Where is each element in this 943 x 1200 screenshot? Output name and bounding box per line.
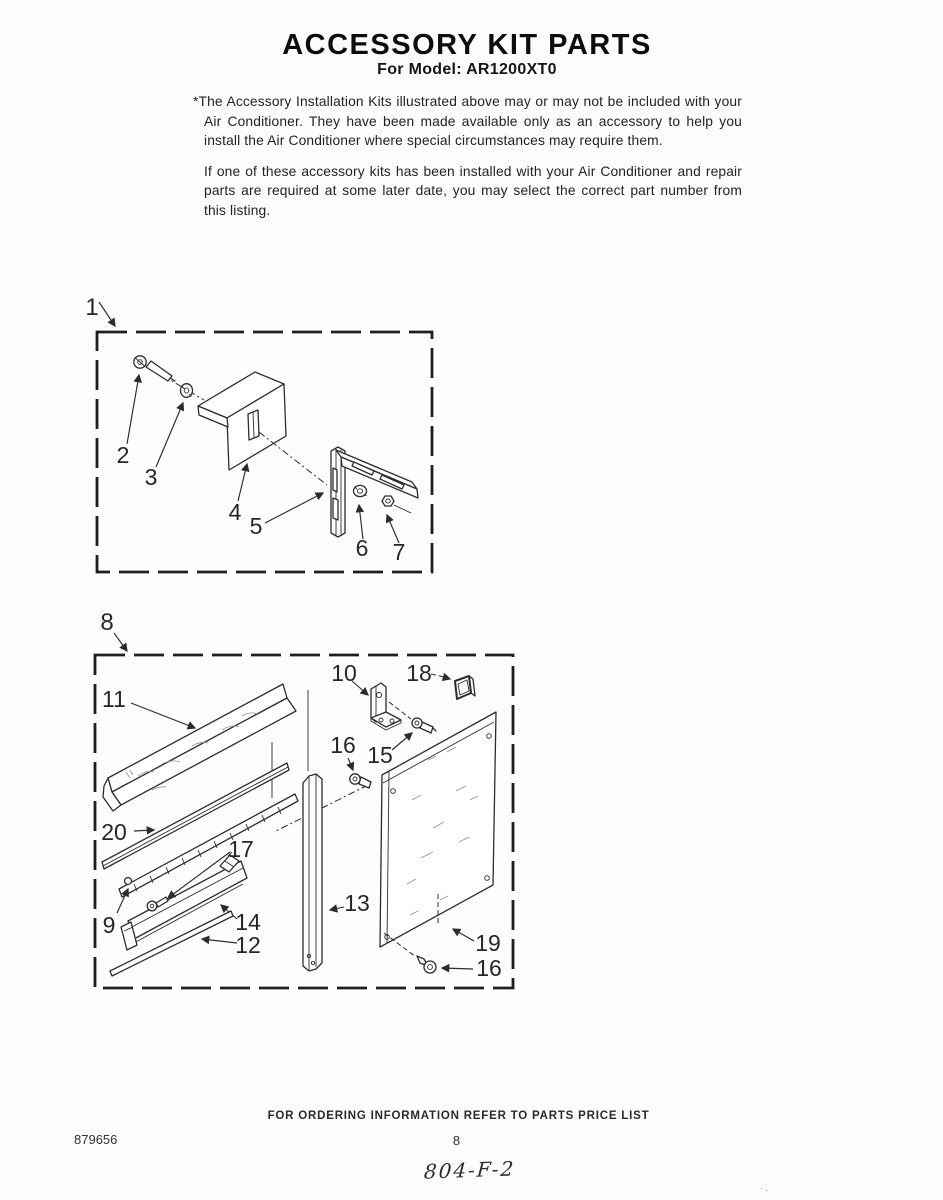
kit-1-label: 1 [85,294,99,321]
callout-20-label: 20 [101,819,127,845]
part-16-upper-screw [330,732,371,788]
callout-6-arrow [359,505,363,539]
callout-4-arrow [238,464,247,501]
callout-7-label: 7 [392,539,406,565]
part-11-rail [102,684,296,811]
callout-11-arrow [131,703,195,728]
kit-1-arrow [99,302,115,326]
part-10-bracket [331,660,401,730]
kit-8-label: 8 [100,609,114,636]
callout-19-arrow [453,929,474,941]
callout-18-dash [431,674,440,676]
kit-8-arrow [114,633,127,651]
callout-11-label: 11 [102,686,126,712]
callout-3-label: 3 [144,464,158,490]
kit-8-callout [100,609,127,651]
model-subtitle: For Model: AR1200XT0 [377,61,557,78]
callout-16a-arrow [348,758,353,770]
handwritten-code: 804-F-2 [423,1156,517,1184]
intro-paragraphs [193,92,742,220]
callout-4-label: 4 [228,499,242,525]
part-19-panel [380,712,501,956]
callout-16b-arrow [442,968,473,969]
callout-12-arrow [202,939,237,943]
callout-10-label: 10 [331,660,357,686]
callout-2-arrow [127,375,139,444]
callout-15-arrow [392,733,412,750]
ordering-note: FOR ORDERING INFORMATION REFER TO PARTS PRICE LIST [267,1110,650,1122]
kit-1-diagram [70,285,450,585]
callout-20-arrow [134,830,154,831]
kit-1-callout [85,294,115,326]
part-6-nut [354,485,369,561]
callout-19-label: 19 [475,930,501,956]
part-2-screw [117,356,204,468]
callout-13-arrow [330,907,344,910]
callout-3-arrow [156,403,183,467]
page-title: ACCESSORY KIT PARTS [282,29,652,61]
callout-15-label: 15 [367,742,393,768]
page-number: 8 [452,1133,461,1148]
callout-18-arrow [440,676,450,679]
callout-6-label: 6 [355,535,369,561]
doc-number: 879656 [74,1132,118,1147]
callout-16a-label: 16 [330,732,356,758]
part-4-cover [198,372,286,525]
callout-18-label: 18 [406,660,432,686]
callout-5-label: 5 [249,513,263,539]
callout-2-label: 2 [116,442,130,468]
part-18-pad [406,660,475,699]
kit-8-diagram [85,598,525,998]
callout-12-label: 12 [235,932,261,958]
callout-14-label: 14 [235,909,261,935]
callout-16b-label: 16 [476,955,502,981]
part-3-washer [145,384,193,490]
repair-note: If one of these accessory kits has been installed with your Air Conditioner and repair parts are required at some later date, you may select the correct part number from this listing. [204,163,742,218]
part-5-bracket [250,447,418,539]
callout-13-label: 13 [344,890,370,916]
scan-artifact: ·. [760,1183,770,1193]
part-13-channel-bar [303,774,370,971]
intro-note: *The Accessory Installation Kits illustrated above may or may not be included with your Air Conditioner. They have been made available only as an accessory to help you install the Air Conditioner where special circumstances may require them. [193,94,742,148]
callout-17-label: 17 [228,836,254,862]
callout-5-arrow [265,493,323,523]
callout-9-label: 9 [102,912,116,938]
part-7-nut [382,496,411,565]
